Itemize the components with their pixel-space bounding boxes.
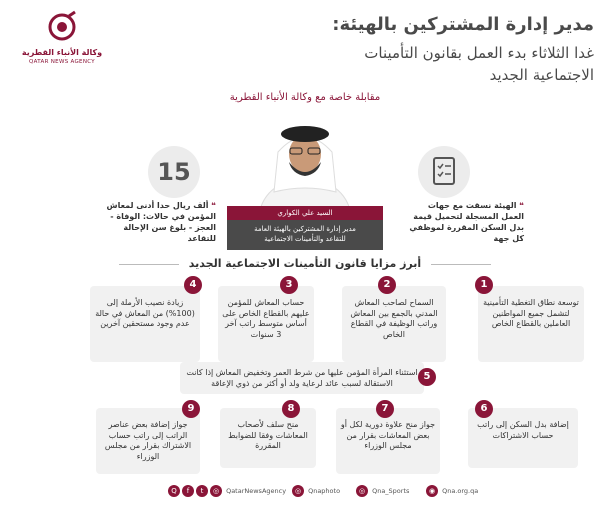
feature-card-8: [220, 408, 316, 468]
footer-sports[interactable]: [356, 484, 409, 498]
logo-arabic-text: وكالة الأنباء القطرية: [21, 48, 103, 57]
quote-mark-icon: ❝: [519, 201, 524, 210]
left-stat-caption: ألف ريال حدا أدنى لمعاش المؤمن في حالات: الوفاة - العجز - بلوغ سن الإحالة للتقاعد: [106, 201, 216, 243]
feature-badge-3: 3: [280, 276, 298, 294]
feature-card-1: [478, 286, 584, 362]
qna-logo: [16, 10, 108, 68]
footer-social[interactable]: [168, 484, 286, 498]
logo-english-text: QATAR NEWS AGENCY: [29, 59, 95, 65]
feature-card-2: [342, 286, 446, 362]
footer-social-handle: QatarNewsAgency: [226, 487, 287, 495]
feature-text: استثناء المرأة المؤمن عليها من شرط العمر وتخفيض المعاش إذا كانت الاستقالة لسبب عائد لرعاية ولد أو أكثر من ذوي الإعاقة: [186, 368, 418, 388]
feature-card-9: [96, 408, 200, 474]
instagram-icon: ◎: [356, 485, 368, 497]
profile-name: السيد علي الكواري: [227, 206, 383, 220]
feature-badge-4: 4: [184, 276, 202, 294]
footer-site[interactable]: [426, 484, 478, 498]
globe-icon: ◉: [426, 485, 438, 497]
qna-logo-icon: [45, 10, 79, 44]
feature-card-7: [336, 408, 440, 474]
feature-text: إضافة بدل السكن إلى راتب حساب الاشتراكات: [477, 420, 569, 440]
person-photo: [248, 112, 362, 220]
feature-badge-9: 9: [182, 400, 200, 418]
title-line-2: غدا الثلاثاء بدء العمل بقانون التأمينات: [364, 44, 594, 62]
profile-role: [227, 220, 383, 250]
feature-badge-7: 7: [376, 400, 394, 418]
instagram-icon: ◎: [210, 485, 222, 497]
feature-card-3: [218, 286, 314, 362]
right-stat-caption: الهيئة نسقت مع جهات العمل المسجلة لتحميل قيمة بدل السكن المقررة لموظفي كل جهة: [409, 201, 524, 243]
stat-number: 15: [148, 146, 200, 198]
divider: [119, 264, 179, 265]
title-line-1: مدير إدارة المشتركين بالهيئة:: [332, 14, 594, 35]
feature-badge-8: 8: [282, 400, 300, 418]
feature-badge-1: 1: [475, 276, 493, 294]
feature-text: جواز إضافة بعض عناصر الراتب إلى راتب حساب الاشتراك بقرار من مجلس الوزراء: [104, 420, 192, 461]
feature-card-5: [180, 362, 424, 394]
feature-text: السماح لصاحب المعاش المدني بالجمع بين المعاش وراتب الوظيفة في القطاع الخاص: [350, 298, 438, 339]
footer-site-url: Qna.org.qa: [442, 487, 479, 495]
qna-icon: Q: [168, 485, 180, 497]
title-line-3: الاجتماعية الجديد: [489, 66, 594, 84]
feature-text: منح سلف لأصحاب المعاشات وفقا للضوابط المقررة: [228, 420, 308, 450]
profile-role-line-2: للتقاعد والتأمينات الاجتماعية: [264, 235, 346, 243]
feature-badge-6: 6: [475, 400, 493, 418]
footer-sports-handle: Qna_Sports: [372, 487, 410, 495]
instagram-icon: ◎: [292, 485, 304, 497]
quote-mark-icon: ❝: [211, 201, 216, 210]
footer: [0, 482, 610, 500]
section-title: [0, 257, 610, 270]
feature-badge-2: 2: [378, 276, 396, 294]
section-title-text: أبرز مزايا قانون التأمينات الاجتماعية الجديد: [188, 257, 422, 270]
facebook-icon: f: [182, 485, 194, 497]
divider: [431, 264, 491, 265]
feature-text: زيادة نصيب الأرملة إلى (100%) من المعاش في حالة عدم وجود مستحقين آخرين: [95, 298, 195, 328]
left-stat-text: [96, 200, 216, 244]
footer-photo-handle: Qnaphoto: [308, 487, 341, 495]
feature-text: توسعة نطاق التغطية التأمينية لتشمل جميع المواطنين العاملين بالقطاع الخاص: [483, 298, 579, 328]
document-checklist-icon: [418, 146, 470, 198]
feature-text: حساب المعاش للمؤمن عليهم بالقطاع الخاص على أساس متوسط راتب آخر 3 سنوات: [222, 298, 310, 339]
profile-role-line-1: مدير إدارة المشتركين بالهيئة العامة: [254, 225, 356, 233]
feature-card-4: [90, 286, 200, 362]
feature-badge-5: 5: [418, 368, 436, 386]
subtitle: مقابلة خاصة مع وكالة الأنباء القطرية: [229, 92, 381, 103]
footer-photo[interactable]: [292, 484, 340, 498]
feature-text: جواز منح علاوة دورية لكل أو بعض المعاشات بقرار من مجلس الوزراء: [340, 420, 436, 450]
right-stat-text: [404, 200, 524, 244]
twitter-icon: t: [196, 485, 208, 497]
